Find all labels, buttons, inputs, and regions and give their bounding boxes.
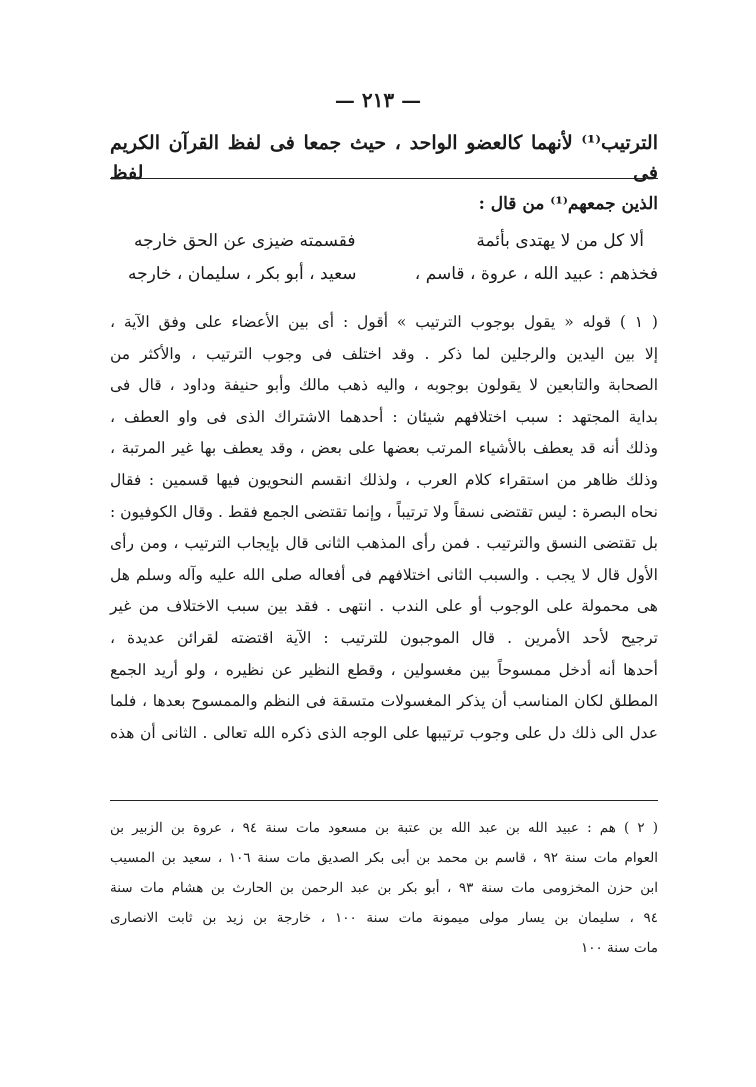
continuation-line: الترتيب⁽¹⁾ لأنهما كالعضو الواحد ، حيث جمعا فى لفظ القرآن الكريم فى لفظ: [110, 132, 658, 184]
footnote-line: العوام مات سنة ٩٢ ، قاسم بن محمد بن أبى بكر الصديق مات سنة ١٠٦ ، سعيد بن المسيب: [110, 850, 658, 866]
poem-verse: [110, 226, 658, 257]
commentary-line: المطلق لكان المناسب أن يذكر المغسولات متسقة فى النظم والممسوح بعدها ، فلما: [110, 692, 658, 711]
footnote-line: مات سنة ١٠٠: [580, 940, 658, 956]
top-divider: [110, 178, 658, 179]
commentary-line: عدل الى ذلك دل على وجوب ترتيبها على الوجه الذى ذكره الله تعالى . الثانى أن هذه: [110, 723, 658, 742]
commentary-line: نحاه البصرة : ليس تقتضى نسقاً ولا ترتيباً ، وإنما تقتضى الجمع فقط . وقال الكوفيون :: [110, 502, 658, 521]
footnote-line: ابن حزن المخزومى مات سنة ٩٣ ، أبو بكر بن عبد الرحمن بن الحارث بن هشام مات سنة: [110, 880, 658, 896]
commentary-line: بداية المجتهد : سبب اختلافهم شيئان : أحدهما الاشتراك الذى فى واو العطف ،: [110, 407, 658, 426]
verse-hemistich-first: ألا كل من لا يهتدى بأئمة: [476, 231, 644, 251]
verse-hemistich-second: فقسمته ضيزى عن الحق خارجه: [134, 231, 356, 251]
footnote-divider: [110, 800, 658, 801]
commentary-line: ( ١ ) قوله « يقول بوجوب الترتيب » أقول : أى بين الأعضاء على وفق الآية ،: [110, 313, 658, 331]
commentary-line: وذلك ظاهر من استقراء كلام العرب ، ولذلك انقسم النحويون فيها قسمين : فقال: [110, 470, 658, 489]
commentary-line: وذلك أنه قد يعطف بالأشياء المرتب بعضها على بعض ، وقد يعطف بها غير المرتبة ،: [110, 439, 658, 458]
footnote-line: ٩٤ ، سليمان بن يسار مولى ميمونة مات سنة ١٠٠ ، خارجة بن زيد بن ثابت الانصارى: [110, 910, 658, 926]
commentary-line: أحدها أنه أدخل ممسوحاً بين مغسولين ، وقطع النظير عن نظيره ، ولو أريد الجمع: [110, 660, 658, 679]
footnote-line: ( ٢ ) هم : عبيد الله بن عبد الله بن عتبة بن مسعود مات سنة ٩٤ ، عروة بن الزبير بن: [110, 820, 658, 836]
commentary-line: بل تقتضى النسق والترتيب . فمن رأى المذهب الثانى قال بإيجاب الترتيب ، ومن رأى: [110, 534, 658, 553]
commentary-note: [110, 307, 658, 749]
poem-names-line: [110, 259, 658, 290]
commentary-line: الصحابة والتابعين لا يقولون بوجوبه ، واليه ذهب مالك وأبو حنيفة وداود ، قال فى: [110, 376, 658, 395]
commentary-line: إلا بين اليدين والرجلين لما ذكر . وقد اختلف فى وجوب الترتيب ، والأكثر من: [110, 344, 658, 363]
verse-intro: الذين جمعهم⁽¹⁾ من قال :: [478, 194, 658, 214]
commentary-line: الأول قال لا يجب . والسبب الثانى اختلافهم فى أفعاله صلى الله عليه وآله وسلم هل: [110, 565, 658, 584]
commentary-line: هى محمولة على الوجوب أو على الندب . انتهى . فقد بين سبب الاختلاف من غير: [110, 597, 658, 616]
commentary-line: ترجيح لأحد الأمرين . قال الموجبون للترتيب : الآية اقتضته لقرائن عديدة ،: [110, 628, 658, 647]
names-first-half: فخذهم : عبيد الله ، عروة ، قاسم ،: [414, 264, 658, 284]
page-number: — ٢١٣ —: [334, 88, 422, 112]
footnote: [110, 813, 658, 963]
names-second-half: سعيد ، أبو بكر ، سليمان ، خارجه: [128, 264, 357, 284]
